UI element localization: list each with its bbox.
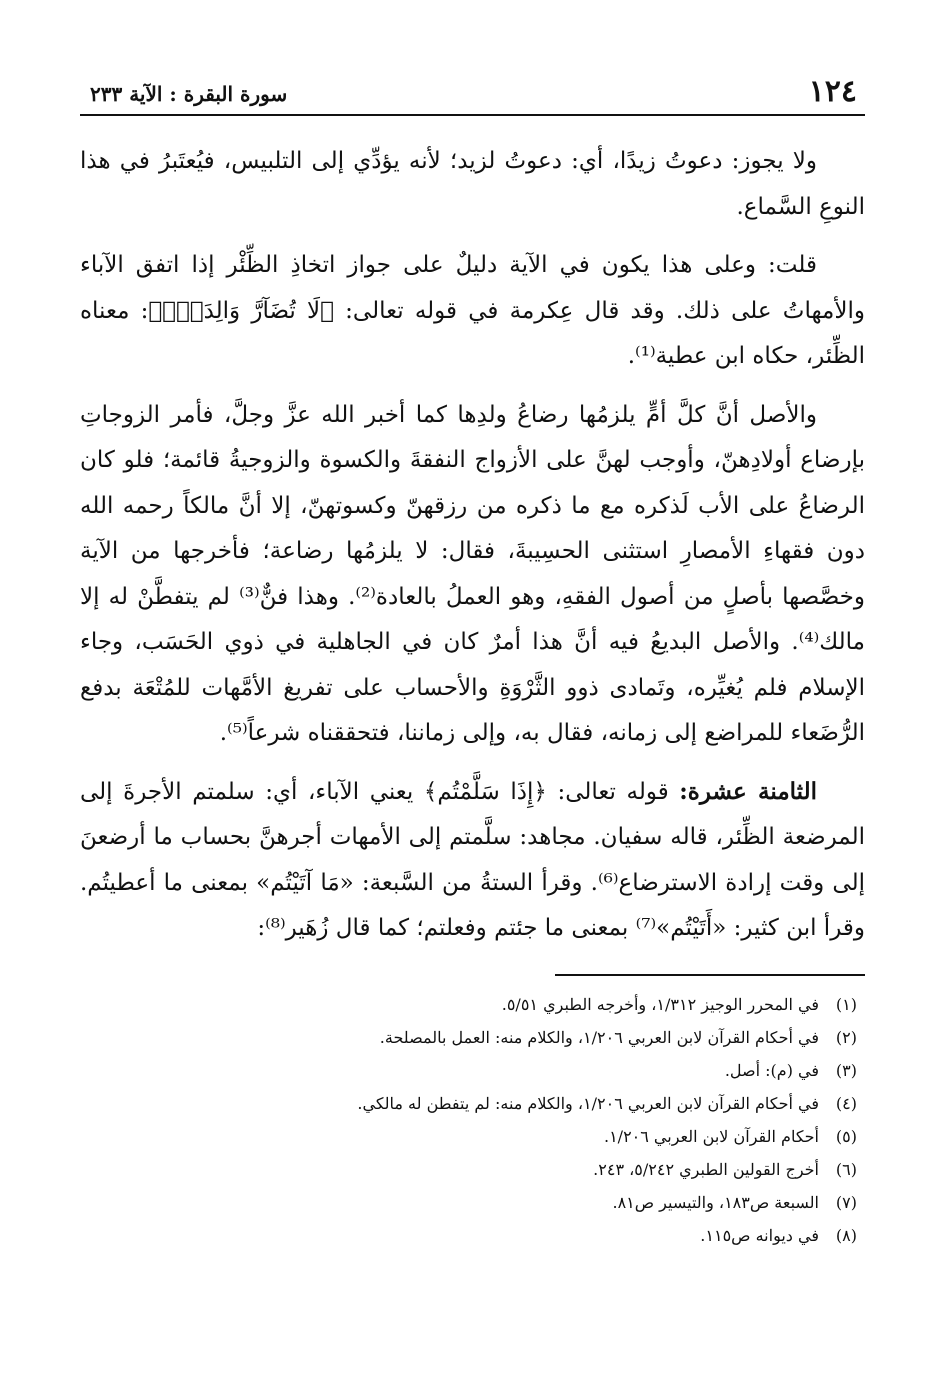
paragraph-text: ولا يجوز: دعوتُ زيدًا، أي: دعوتُ لزيد؛ لأنه يؤدِّي إلى التلبيس، فيُعتَبرُ في هذا النوعِ السَّماع. xyxy=(80,148,865,220)
footnote-marker: (٢) xyxy=(835,1027,857,1047)
footnote-marker: (٨) xyxy=(835,1225,857,1245)
main-text xyxy=(80,138,865,952)
paragraph xyxy=(80,242,865,380)
footnote-marker: (٦) xyxy=(835,1159,857,1179)
footnote-text: السبعة ص١٨٣، والتيسير ص٨١. xyxy=(612,1192,819,1212)
footnote-marker: (١) xyxy=(835,994,857,1014)
footnote-text: في المحرر الوجيز ١/٣١٢، وأخرجه الطبري ٥/٥١. xyxy=(501,994,819,1014)
page-header xyxy=(80,70,865,116)
footnote xyxy=(80,1054,857,1087)
footnote xyxy=(80,988,857,1021)
footnotes-list xyxy=(80,988,865,1252)
footnote xyxy=(80,1153,857,1186)
footnote-marker: (٤) xyxy=(835,1093,857,1113)
footnote xyxy=(80,1186,857,1219)
page-number: ١٢٤ xyxy=(808,74,857,109)
paragraph-text: قلت: وعلى هذا يكون في الآية دليلٌ على جواز اتخاذِ الظِّئْر إذا اتفق الآباء والأمهاتُ على ذلك. وقد قال عِكرمة في قوله تعالى: ﴿لَا تُضَآرَّ وَالِدَةٌۢ﴾: معناه الظِّئر، حكاه ابن عطية⁽¹⁾. xyxy=(80,252,865,369)
paragraph xyxy=(80,138,865,230)
paragraph-lead: الثامنة عشرة: xyxy=(679,777,817,805)
footnote-marker: (٥) xyxy=(835,1126,857,1146)
paragraph-text: قوله تعالى: ﴿إِذَا سَلَّمْتُم﴾ يعني الآباء، أي: سلمتم الأجرةَ إلى المرضعة الظِّئر، قاله سفيان. مجاهد: سلَّمتم إلى الأمهات أجرهنَّ بحساب ما أرضعنَ إلى وقت إرادة الاسترضاع⁽⁶⁾. وقرأ الستةُ من السَّبعة: «مَا آتَيْتُم» بمعنى ما أعطيتُم. وقرأ ابن كثير: «أَتَيْتُم»⁽⁷⁾ بمعنى ما جئتم وفعلتم؛ كما قال زُهَير⁽⁸⁾: xyxy=(80,778,865,941)
footnote xyxy=(80,1120,857,1153)
footnote-text: في ديوانه ص١١٥. xyxy=(700,1225,819,1245)
book-page xyxy=(80,70,865,1252)
footnote-text: أحكام القرآن لابن العربي ١/٢٠٦. xyxy=(603,1126,819,1146)
footnote-divider xyxy=(555,974,865,976)
running-head: سورة البقرة : الآية ٢٣٣ xyxy=(90,82,288,106)
paragraph xyxy=(80,769,865,952)
footnote xyxy=(80,1087,857,1120)
footnote xyxy=(80,1021,857,1054)
footnote-text: أخرج القولين الطبري ٥/٢٤٢، ٢٤٣. xyxy=(593,1159,819,1179)
footnote-marker: (٣) xyxy=(835,1060,857,1080)
paragraph-text: والأصل أنَّ كلَّ أمٍّ يلزمُها رضاعُ ولدِها كما أخبر الله عزَّ وجلَّ، فأمر الزوجاتِ بإرضاع أولادِهنّ، وأوجب لهنَّ على الأزواج النفقةَ والكسوة والزوجيةُ قائمة؛ فلو كان الرضاعُ على الأب لَذكره مع ما ذكره من رزقهنّ وكسوتهنّ، إلا أنَّ مالكاً رحمه الله دون فقهاءِ الأمصارِ استثنى الحسِيبةَ، فقال: لا يلزمُها رضاعة؛ فأخرجها من الآية وخصَّصها بأصلٍ من أصول الفقهِ، وهو العملُ بالعادة⁽²⁾. وهذا فنٌّ⁽³⁾ لم يتفطَّنْ له إلا مالك⁽⁴⁾. والأصل البديعُ فيه أنَّ هذا أمرٌ كان في الجاهلية في ذوي الحَسَب، وجاء الإسلام فلم يُغيِّره، وتَمادى ذوو الثَّرْوَةِ والأحساب على تفريغ الأمَّهات للمُتْعَة بدفع الرُّضَعاء للمراضع إلى زمانه، فقال به، وإلى زماننا، فتحققناه شرعاً⁽⁵⁾. xyxy=(80,401,865,746)
footnote-text: في (م): أصل. xyxy=(724,1060,819,1080)
footnote xyxy=(80,1219,857,1252)
footnote-marker: (٧) xyxy=(835,1192,857,1212)
paragraph xyxy=(80,392,865,757)
footnote-text: في أحكام القرآن لابن العربي ١/٢٠٦، والكلام منه: لم يتفطن له مالكي. xyxy=(357,1093,819,1113)
footnote-text: في أحكام القرآن لابن العربي ١/٢٠٦، والكلام منه: العمل بالمصلحة. xyxy=(379,1027,819,1047)
